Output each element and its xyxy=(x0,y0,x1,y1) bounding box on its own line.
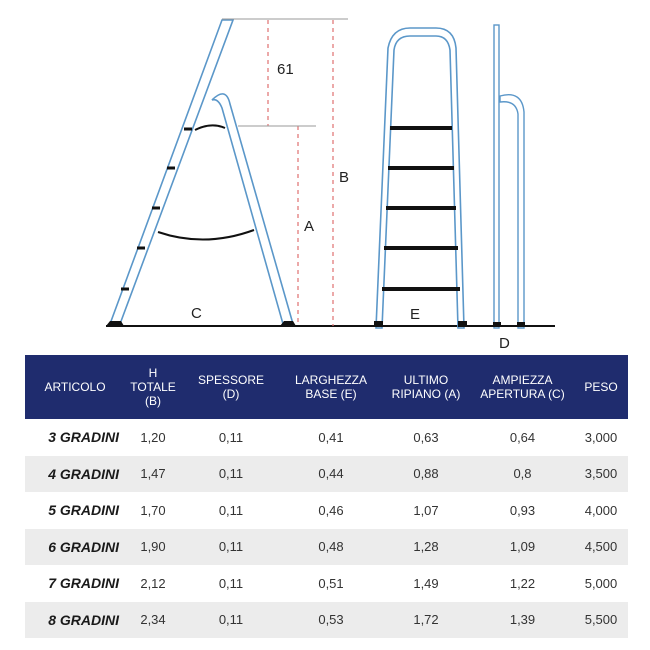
table-cell: 0,53 xyxy=(318,612,344,628)
dim-d-label: D xyxy=(499,335,510,352)
table-row xyxy=(25,419,628,456)
table-cell: 1,47 xyxy=(140,466,166,482)
column-header-ampiezza xyxy=(471,355,574,419)
table-cell: 0,11 xyxy=(218,612,244,628)
table-cell: 0,46 xyxy=(318,502,344,518)
table-cell: 0,93 xyxy=(509,502,536,518)
safety-belt xyxy=(158,230,254,240)
table-cell: 1,09 xyxy=(509,539,536,555)
table-body xyxy=(25,419,628,638)
table-cell: 0,51 xyxy=(318,575,344,591)
table-cell: 0,11 xyxy=(218,575,244,591)
table-cell: 0,11 xyxy=(218,539,244,555)
table-cell: 1,20 xyxy=(140,429,166,445)
table-cell: 1,22 xyxy=(509,575,536,591)
column-header-text: AMPIEZZA xyxy=(492,373,553,387)
dim-61-label: 61 xyxy=(277,61,294,78)
column-header-text: RIPIANO (A) xyxy=(391,387,461,401)
table-cell: 2,12 xyxy=(140,575,166,591)
table-cell: 3,000 xyxy=(584,429,618,445)
ladder-front-view xyxy=(374,28,467,328)
table-cell: 0,11 xyxy=(218,466,244,482)
top-strap xyxy=(195,125,225,130)
article-cell: 6 GRADINI xyxy=(48,538,119,555)
front-view-foot xyxy=(374,321,383,327)
article-cell: 3 GRADINI xyxy=(48,429,119,446)
column-header-text: BASE (E) xyxy=(305,387,357,401)
article-cell: 8 GRADINI xyxy=(48,611,119,628)
folded-rear-leg xyxy=(500,95,524,328)
table-row xyxy=(25,529,628,566)
ladder-folded-view xyxy=(493,25,525,328)
column-header-text: (D) xyxy=(222,387,240,401)
column-header-h_totale xyxy=(125,355,181,419)
front-rail xyxy=(110,20,233,324)
table-cell: 0,63 xyxy=(413,429,439,445)
column-header-text: APERTURA (C) xyxy=(480,387,565,401)
front-view-foot xyxy=(458,321,467,327)
article-cell: 5 GRADINI xyxy=(48,502,119,519)
front-foot xyxy=(106,321,124,326)
dim-c-label: C xyxy=(191,305,202,322)
column-header-text: (B) xyxy=(145,394,161,408)
table-cell: 1,39 xyxy=(509,612,536,628)
table-cell: 0,8 xyxy=(513,466,532,482)
column-header-larghezza xyxy=(281,355,381,419)
table-cell: 2,34 xyxy=(140,612,166,628)
table-cell: 5,000 xyxy=(584,575,618,591)
table-row xyxy=(25,602,628,639)
front-frame xyxy=(376,28,464,328)
column-header-ultimo xyxy=(381,355,471,419)
folded-rail xyxy=(494,25,499,328)
table-cell: 0,11 xyxy=(218,502,244,518)
column-header-text: PESO xyxy=(584,380,618,394)
dim-b-label: B xyxy=(339,169,350,186)
table-cell: 4,500 xyxy=(584,539,618,555)
table-cell: 0,44 xyxy=(318,466,344,482)
folded-foot xyxy=(517,322,525,327)
table-row xyxy=(25,456,628,493)
column-header-text: H xyxy=(148,366,158,380)
table-cell: 0,64 xyxy=(509,429,536,445)
article-cell: 7 GRADINI xyxy=(48,575,119,592)
spec-table xyxy=(25,355,628,638)
dim-a-label: A xyxy=(304,218,315,235)
table-cell: 1,07 xyxy=(413,502,439,518)
table-cell: 1,72 xyxy=(413,612,439,628)
table-row xyxy=(25,492,628,529)
column-header-text: ULTIMO xyxy=(403,373,449,387)
table-cell: 4,000 xyxy=(584,502,618,518)
article-cell: 4 GRADINI xyxy=(48,465,119,482)
table-header xyxy=(25,355,628,419)
column-header-text: ARTICOLO xyxy=(44,380,106,394)
table-row xyxy=(25,565,628,602)
column-header-peso xyxy=(574,355,628,419)
table-cell: 0,11 xyxy=(218,429,244,445)
folded-foot xyxy=(493,322,501,327)
column-header-text: LARGHEZZA xyxy=(294,373,367,387)
table-cell: 1,49 xyxy=(413,575,439,591)
table-cell: 0,48 xyxy=(318,539,344,555)
table-cell: 5,500 xyxy=(584,612,618,628)
column-header-text: SPESSORE xyxy=(197,373,265,387)
table-cell: 1,90 xyxy=(140,539,166,555)
ladder-side-view xyxy=(106,20,296,326)
column-header-articolo xyxy=(25,355,125,419)
table-cell: 1,70 xyxy=(140,502,166,518)
column-header-text: TOTALE xyxy=(130,380,176,394)
table-cell: 0,88 xyxy=(413,466,439,482)
dim-e-label: E xyxy=(410,306,421,323)
table-cell: 1,28 xyxy=(413,539,439,555)
table-cell: 0,41 xyxy=(318,429,344,445)
table-header-row xyxy=(25,355,628,419)
table-cell: 3,500 xyxy=(584,466,618,482)
column-header-spessore xyxy=(181,355,281,419)
